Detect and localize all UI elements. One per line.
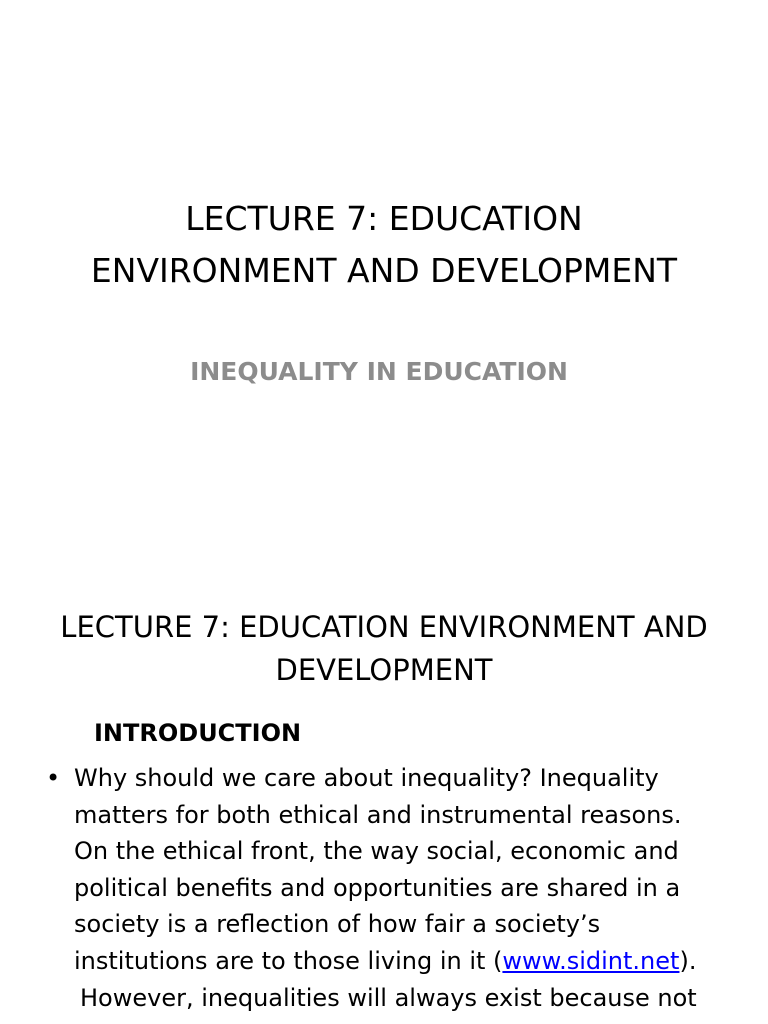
slide-title-line-1: LECTURE 7: EDUCATION ENVIRONMENT AND — [60, 610, 708, 644]
paragraph-line-4: political benefits and opportunities are shared in a — [74, 873, 681, 902]
lecture-title-line-2: ENVIRONMENT AND DEVELOPMENT — [90, 251, 678, 290]
paragraph-line-5: society is a reflection of how fair a society’s — [74, 910, 601, 939]
slide-title — [20, 606, 748, 692]
paragraph-line-2: matters for both ethical and instrumental reasons. — [74, 800, 682, 829]
lecture-title — [24, 193, 744, 297]
lecture-title-line-1: LECTURE 7: EDUCATION — [185, 199, 583, 238]
slide-title-line-2: DEVELOPMENT — [275, 653, 493, 687]
paragraph-line-6-end: ). — [679, 946, 697, 975]
sidint-link[interactable]: www.sidint.net — [502, 946, 680, 975]
lecture-subtitle: INEQUALITY IN EDUCATION — [190, 357, 568, 386]
paragraph-line-1: Why should we care about inequality? Inequality — [74, 764, 659, 792]
bullet-list — [46, 760, 736, 1016]
section-heading: INTRODUCTION — [94, 719, 302, 747]
paragraph-line-6-text: institutions are to those living in it ( — [74, 946, 503, 975]
paragraph-line-3: On the ethical front, the way social, economic and — [74, 837, 679, 866]
bullet-icon: • — [46, 764, 61, 792]
paragraph-line-6 — [74, 943, 736, 980]
introduction-slide — [0, 576, 768, 1024]
bullet-item — [46, 760, 736, 1016]
paragraph-line-7: However, inequalities will always exist because not — [80, 983, 697, 1012]
